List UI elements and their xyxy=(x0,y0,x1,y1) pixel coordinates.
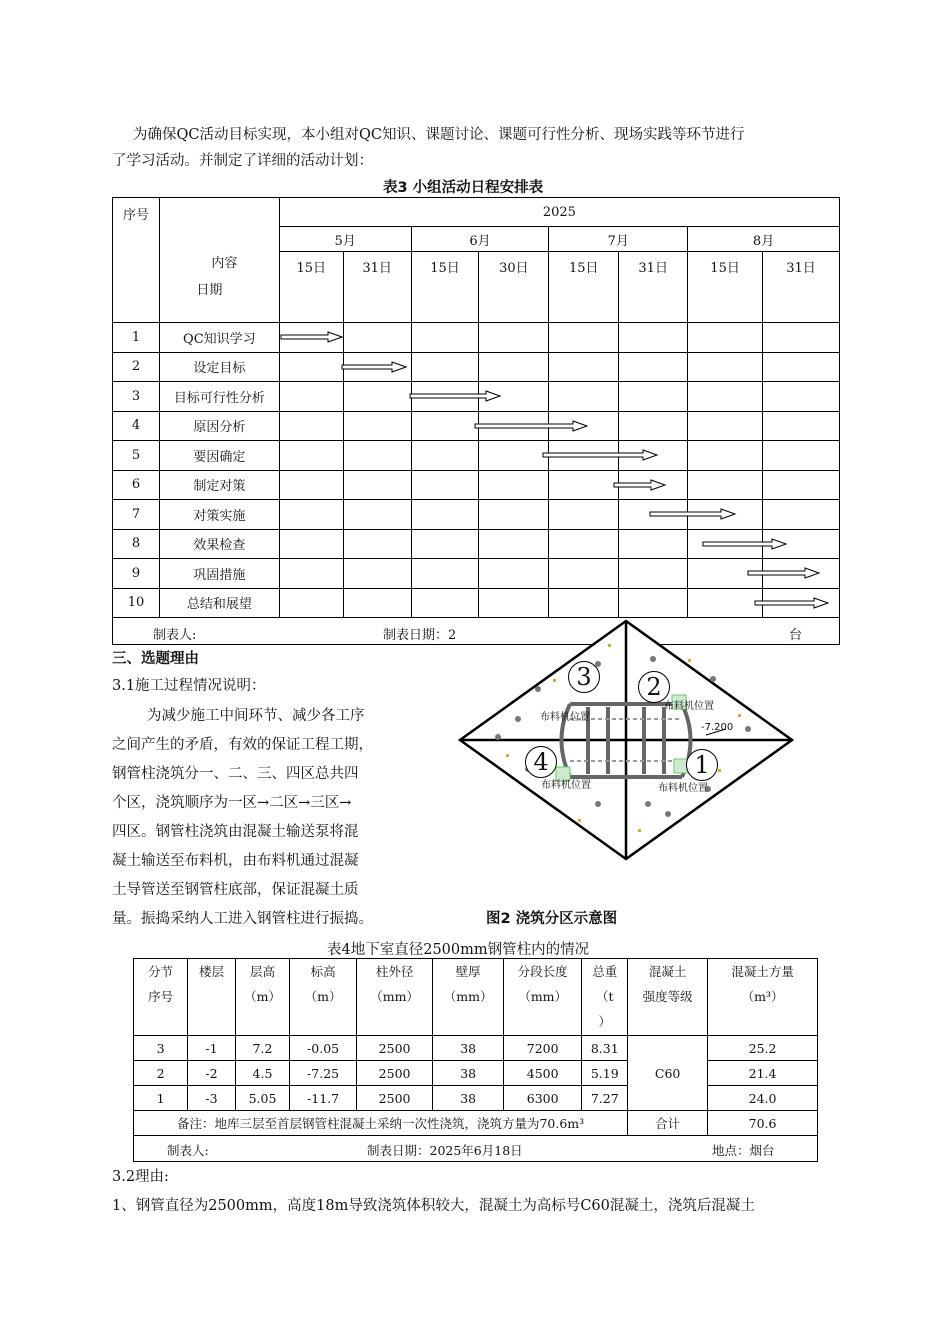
seq-header: 序号 xyxy=(113,198,160,323)
schedule-cell xyxy=(343,529,411,559)
gantt-arrow xyxy=(748,567,819,579)
schedule-cell xyxy=(479,559,549,589)
schedule-cell xyxy=(763,323,840,353)
table4-header-cell xyxy=(582,959,628,1036)
schedule-cell xyxy=(763,352,840,382)
day-header: 15日 xyxy=(279,252,343,323)
schedule-cell xyxy=(479,529,549,559)
table4-header-cell xyxy=(235,959,290,1036)
table4-footer-maker: 制表人: xyxy=(167,1143,209,1158)
row-number: 1 xyxy=(113,323,160,353)
table4-caption: 表4地下室直径2500mm钢管柱内的情况 xyxy=(327,942,590,958)
schedule-cell xyxy=(343,559,411,589)
table4-header-cell xyxy=(503,959,581,1036)
header-line: 柱外径 xyxy=(375,964,414,979)
task-name: 目标可行性分析 xyxy=(159,382,279,412)
task-name: 要因确定 xyxy=(159,441,279,471)
month-header: 6月 xyxy=(411,227,549,252)
header-line: 分段长度 xyxy=(517,964,568,979)
schedule-cell xyxy=(343,411,411,441)
gantt-arrow xyxy=(703,538,786,550)
schedule-cell xyxy=(279,559,343,589)
schedule-cell xyxy=(279,588,343,618)
row-number: 4 xyxy=(113,411,160,441)
schedule-cell xyxy=(549,559,619,589)
header-line: （mm） xyxy=(443,989,493,1004)
table3-footer-date: 制表日期：2 xyxy=(383,628,457,643)
schedule-cell xyxy=(479,470,549,500)
table4-cell: -0.05 xyxy=(290,1036,356,1061)
schedule-cell xyxy=(343,588,411,618)
header-line: 混凝土方量 xyxy=(731,964,794,979)
total-value: 70.6 xyxy=(708,1111,818,1136)
schedule-row xyxy=(113,352,840,382)
schedule-row xyxy=(113,441,840,471)
table4-cell: 38 xyxy=(433,1061,504,1086)
row-number: 8 xyxy=(113,529,160,559)
paragraph-line: 钢管柱浇筑分一、二、三、四区总共四 xyxy=(112,766,359,782)
schedule-row xyxy=(113,559,840,589)
day-header: 15日 xyxy=(411,252,479,323)
table4-cell: 5.05 xyxy=(235,1086,290,1111)
table4-cell: -2 xyxy=(188,1061,235,1086)
paragraph-line: 之间产生的矛盾，有效的保证工程工期， xyxy=(112,737,373,753)
gantt-arrow xyxy=(755,597,828,609)
table4-header-cell xyxy=(188,959,235,1036)
header-line: （mm） xyxy=(370,989,419,1004)
schedule-cell xyxy=(343,441,411,471)
row-number: 10 xyxy=(113,588,160,618)
day-header: 15日 xyxy=(688,252,763,323)
schedule-cell xyxy=(688,411,763,441)
schedule-cell xyxy=(411,529,479,559)
header-line: 标高 xyxy=(310,964,336,979)
task-name: 巩固措施 xyxy=(159,559,279,589)
header-line: 分节 xyxy=(148,964,174,979)
pump-label-zone4: 布料机位置 xyxy=(541,780,591,791)
schedule-cell xyxy=(688,470,763,500)
task-name: 制定对策 xyxy=(159,470,279,500)
schedule-cell xyxy=(479,323,549,353)
table4-header-cell xyxy=(708,959,818,1036)
table4-cell: -1 xyxy=(188,1036,235,1061)
schedule-cell xyxy=(549,588,619,618)
schedule-cell xyxy=(411,411,479,441)
header-line: 层高 xyxy=(249,964,275,979)
zone-1-marker: 1 xyxy=(686,749,718,781)
table4-cell: 2 xyxy=(134,1061,188,1086)
schedule-row xyxy=(113,470,840,500)
table3-footer-place: 台 xyxy=(789,628,803,643)
table4-cell: -7.25 xyxy=(290,1061,356,1086)
table4-header-cell xyxy=(134,959,188,1036)
table4-cell: 2500 xyxy=(356,1036,433,1061)
schedule-row xyxy=(113,588,840,618)
schedule-cell xyxy=(763,470,840,500)
gantt-arrow xyxy=(614,479,665,491)
table4-header-cell xyxy=(356,959,433,1036)
day-header: 15日 xyxy=(549,252,619,323)
paragraph-line: 为减少施工中间环节、减少各工序 xyxy=(147,708,365,724)
row-number: 2 xyxy=(113,352,160,382)
schedule-cell xyxy=(479,500,549,530)
table4-cell: 25.2 xyxy=(708,1036,818,1061)
section32-heading: 3.2理由: xyxy=(112,1169,169,1185)
table4-header-cell xyxy=(628,959,708,1036)
table4-cell: 2500 xyxy=(356,1086,433,1111)
schedule-cell xyxy=(688,588,763,618)
table4-cell: 6300 xyxy=(503,1086,581,1111)
table4-footer-place: 地点：烟台 xyxy=(712,1143,775,1158)
schedule-cell xyxy=(343,470,411,500)
schedule-cell xyxy=(619,382,688,412)
table4-row xyxy=(134,1061,818,1086)
paragraph-line: 土导管送至钢管柱底部，保证混凝土质 xyxy=(112,882,359,898)
schedule-cell xyxy=(479,441,549,471)
table4-header-cell xyxy=(433,959,504,1036)
schedule-cell xyxy=(549,352,619,382)
schedule-cell xyxy=(279,382,343,412)
gantt-arrow xyxy=(475,420,587,432)
table4-cell: 7.27 xyxy=(582,1086,628,1111)
schedule-cell xyxy=(343,323,411,353)
table4-cell: 4.5 xyxy=(235,1061,290,1086)
table4-note: 备注：地库三层至首层钢管柱混凝土采纳一次性浇筑，浇筑方量为70.6m³ xyxy=(134,1111,628,1136)
schedule-cell xyxy=(619,352,688,382)
day-header: 31日 xyxy=(619,252,688,323)
content-header: 内容 xyxy=(211,256,238,271)
table4-cell: -3 xyxy=(188,1086,235,1111)
schedule-cell xyxy=(343,500,411,530)
elevation-label: -7.200 xyxy=(701,722,734,733)
table4-cell: 24.0 xyxy=(708,1086,818,1111)
schedule-cell xyxy=(411,470,479,500)
schedule-cell xyxy=(479,588,549,618)
figure2-caption: 图2 浇筑分区示意图 xyxy=(486,911,618,927)
schedule-cell xyxy=(411,559,479,589)
schedule-cell xyxy=(279,500,343,530)
month-header: 8月 xyxy=(688,227,840,252)
row-number: 5 xyxy=(113,441,160,471)
table4-cell: 7.2 xyxy=(235,1036,290,1061)
date-header: 日期 xyxy=(196,283,223,298)
header-line: ） xyxy=(598,1014,612,1029)
table4-cell: 3 xyxy=(134,1036,188,1061)
gantt-arrow xyxy=(650,508,735,520)
paragraph-line: 四区。钢管柱浇筑由混凝土输送泵将混 xyxy=(112,824,359,840)
month-header: 7月 xyxy=(549,227,688,252)
table4-cell: 4500 xyxy=(503,1061,581,1086)
header-line: （t xyxy=(596,989,614,1004)
row-number: 9 xyxy=(113,559,160,589)
table4-row xyxy=(134,1086,818,1111)
header-line: 强度等级 xyxy=(642,989,693,1004)
schedule-cell xyxy=(549,500,619,530)
schedule-cell xyxy=(549,529,619,559)
schedule-cell xyxy=(763,500,840,530)
row-number: 7 xyxy=(113,500,160,530)
schedule-cell xyxy=(549,470,619,500)
table4-footer-date: 制表日期：2025年6月18日 xyxy=(367,1143,523,1158)
schedule-cell xyxy=(688,352,763,382)
schedule-cell xyxy=(411,500,479,530)
gantt-arrow xyxy=(342,361,406,373)
table4-cell: 8.31 xyxy=(582,1036,628,1061)
table4-cell: 38 xyxy=(433,1086,504,1111)
table3-footer-maker: 制表人: xyxy=(153,628,197,643)
schedule-cell xyxy=(688,323,763,353)
grade-cell: C60 xyxy=(628,1036,708,1111)
table4-cell: -11.7 xyxy=(290,1086,356,1111)
row-number: 6 xyxy=(113,470,160,500)
header-line: （mm） xyxy=(518,989,568,1004)
schedule-cell xyxy=(411,323,479,353)
schedule-cell xyxy=(279,470,343,500)
task-name: QC知识学习 xyxy=(159,323,279,353)
schedule-cell xyxy=(619,323,688,353)
schedule-cell xyxy=(279,441,343,471)
schedule-cell xyxy=(619,529,688,559)
schedule-cell xyxy=(688,382,763,412)
paragraph-line: 凝土输送至布料机，由布料机通过混凝 xyxy=(112,853,359,869)
intro-line-1: 为确保QC活动目标实现，本小组对QC知识、课题讨论、课题可行性分析、现场实践等环节进行 xyxy=(133,127,745,143)
day-header: 30日 xyxy=(479,252,549,323)
table4-footer xyxy=(134,1136,818,1162)
schedule-cell xyxy=(479,352,549,382)
schedule-cell xyxy=(411,352,479,382)
section3-sub1: 3.1施工过程情况说明： xyxy=(112,678,266,694)
pump-label-zone2: 布料机位置 xyxy=(664,701,714,712)
schedule-cell xyxy=(549,382,619,412)
total-label: 合计 xyxy=(628,1111,708,1136)
header-line: （m） xyxy=(244,989,281,1004)
schedule-cell xyxy=(619,559,688,589)
section3-heading: 三、选题理由 xyxy=(112,651,199,667)
zone-2-marker: 2 xyxy=(638,671,670,703)
pump-label-zone1: 布料机位置 xyxy=(658,783,708,794)
schedule-cell xyxy=(279,411,343,441)
schedule-cell xyxy=(619,411,688,441)
table4-cell: 38 xyxy=(433,1036,504,1061)
task-name: 对策实施 xyxy=(159,500,279,530)
header-line: 混凝土 xyxy=(648,964,687,979)
header-line: 总重 xyxy=(592,964,618,979)
year-header: 2025 xyxy=(279,198,839,227)
schedule-cell xyxy=(763,382,840,412)
schedule-cell xyxy=(343,382,411,412)
table4-cell: 2500 xyxy=(356,1061,433,1086)
paragraph-line: 量。振捣采纳人工进入钢管柱进行振捣。 xyxy=(112,911,373,927)
schedule-cell xyxy=(279,352,343,382)
section3-paragraph xyxy=(112,702,422,934)
table3-caption: 表3 小组活动日程安排表 xyxy=(383,180,544,196)
schedule-cell xyxy=(619,588,688,618)
day-header: 31日 xyxy=(763,252,840,323)
schedule-cell xyxy=(549,323,619,353)
day-header: 31日 xyxy=(343,252,411,323)
row-number: 3 xyxy=(113,382,160,412)
header-line: 楼层 xyxy=(198,964,224,979)
header-line: 壁厚 xyxy=(455,964,481,979)
task-name: 设定目标 xyxy=(159,352,279,382)
content-date-header xyxy=(159,198,279,323)
pump-label-zone3: 布料机位置 xyxy=(540,712,590,723)
schedule-cell xyxy=(411,441,479,471)
zone-3-marker: 3 xyxy=(568,661,600,693)
section32-line1: 1、钢管直径为2500mm，高度18m导致浇筑体积较大，混凝土为高标号C60混凝土，浇筑后混凝土 xyxy=(112,1198,755,1214)
schedule-cell xyxy=(763,411,840,441)
table4-row xyxy=(134,1036,818,1061)
steel-column-table xyxy=(133,958,818,1162)
header-line: （m） xyxy=(304,989,342,1004)
table4-cell: 1 xyxy=(134,1086,188,1111)
pour-zone-drawing xyxy=(458,619,794,861)
table4-header-cell xyxy=(290,959,356,1036)
task-name: 效果检查 xyxy=(159,529,279,559)
table4-cell: 5.19 xyxy=(582,1061,628,1086)
zone-4-marker: 4 xyxy=(525,746,557,778)
paragraph-line: 个区，浇筑顺序为一区→二区→三区→ xyxy=(112,795,352,811)
table4-cell: 7200 xyxy=(503,1036,581,1061)
intro-line-2: 了学习活动。并制定了详细的活动计划： xyxy=(112,153,373,169)
schedule-cell xyxy=(279,529,343,559)
gantt-arrow xyxy=(281,331,342,343)
table4-cell: 21.4 xyxy=(708,1061,818,1086)
header-line: （m³） xyxy=(741,989,784,1004)
gantt-arrow xyxy=(543,449,657,461)
header-line: 序号 xyxy=(148,989,174,1004)
schedule-row xyxy=(113,323,840,353)
task-name: 原因分析 xyxy=(159,411,279,441)
gantt-arrow xyxy=(410,390,500,402)
schedule-cell xyxy=(763,441,840,471)
task-name: 总结和展望 xyxy=(159,588,279,618)
month-header: 5月 xyxy=(279,227,411,252)
schedule-cell xyxy=(411,588,479,618)
schedule-cell xyxy=(688,441,763,471)
pour-zone-figure xyxy=(458,619,794,861)
